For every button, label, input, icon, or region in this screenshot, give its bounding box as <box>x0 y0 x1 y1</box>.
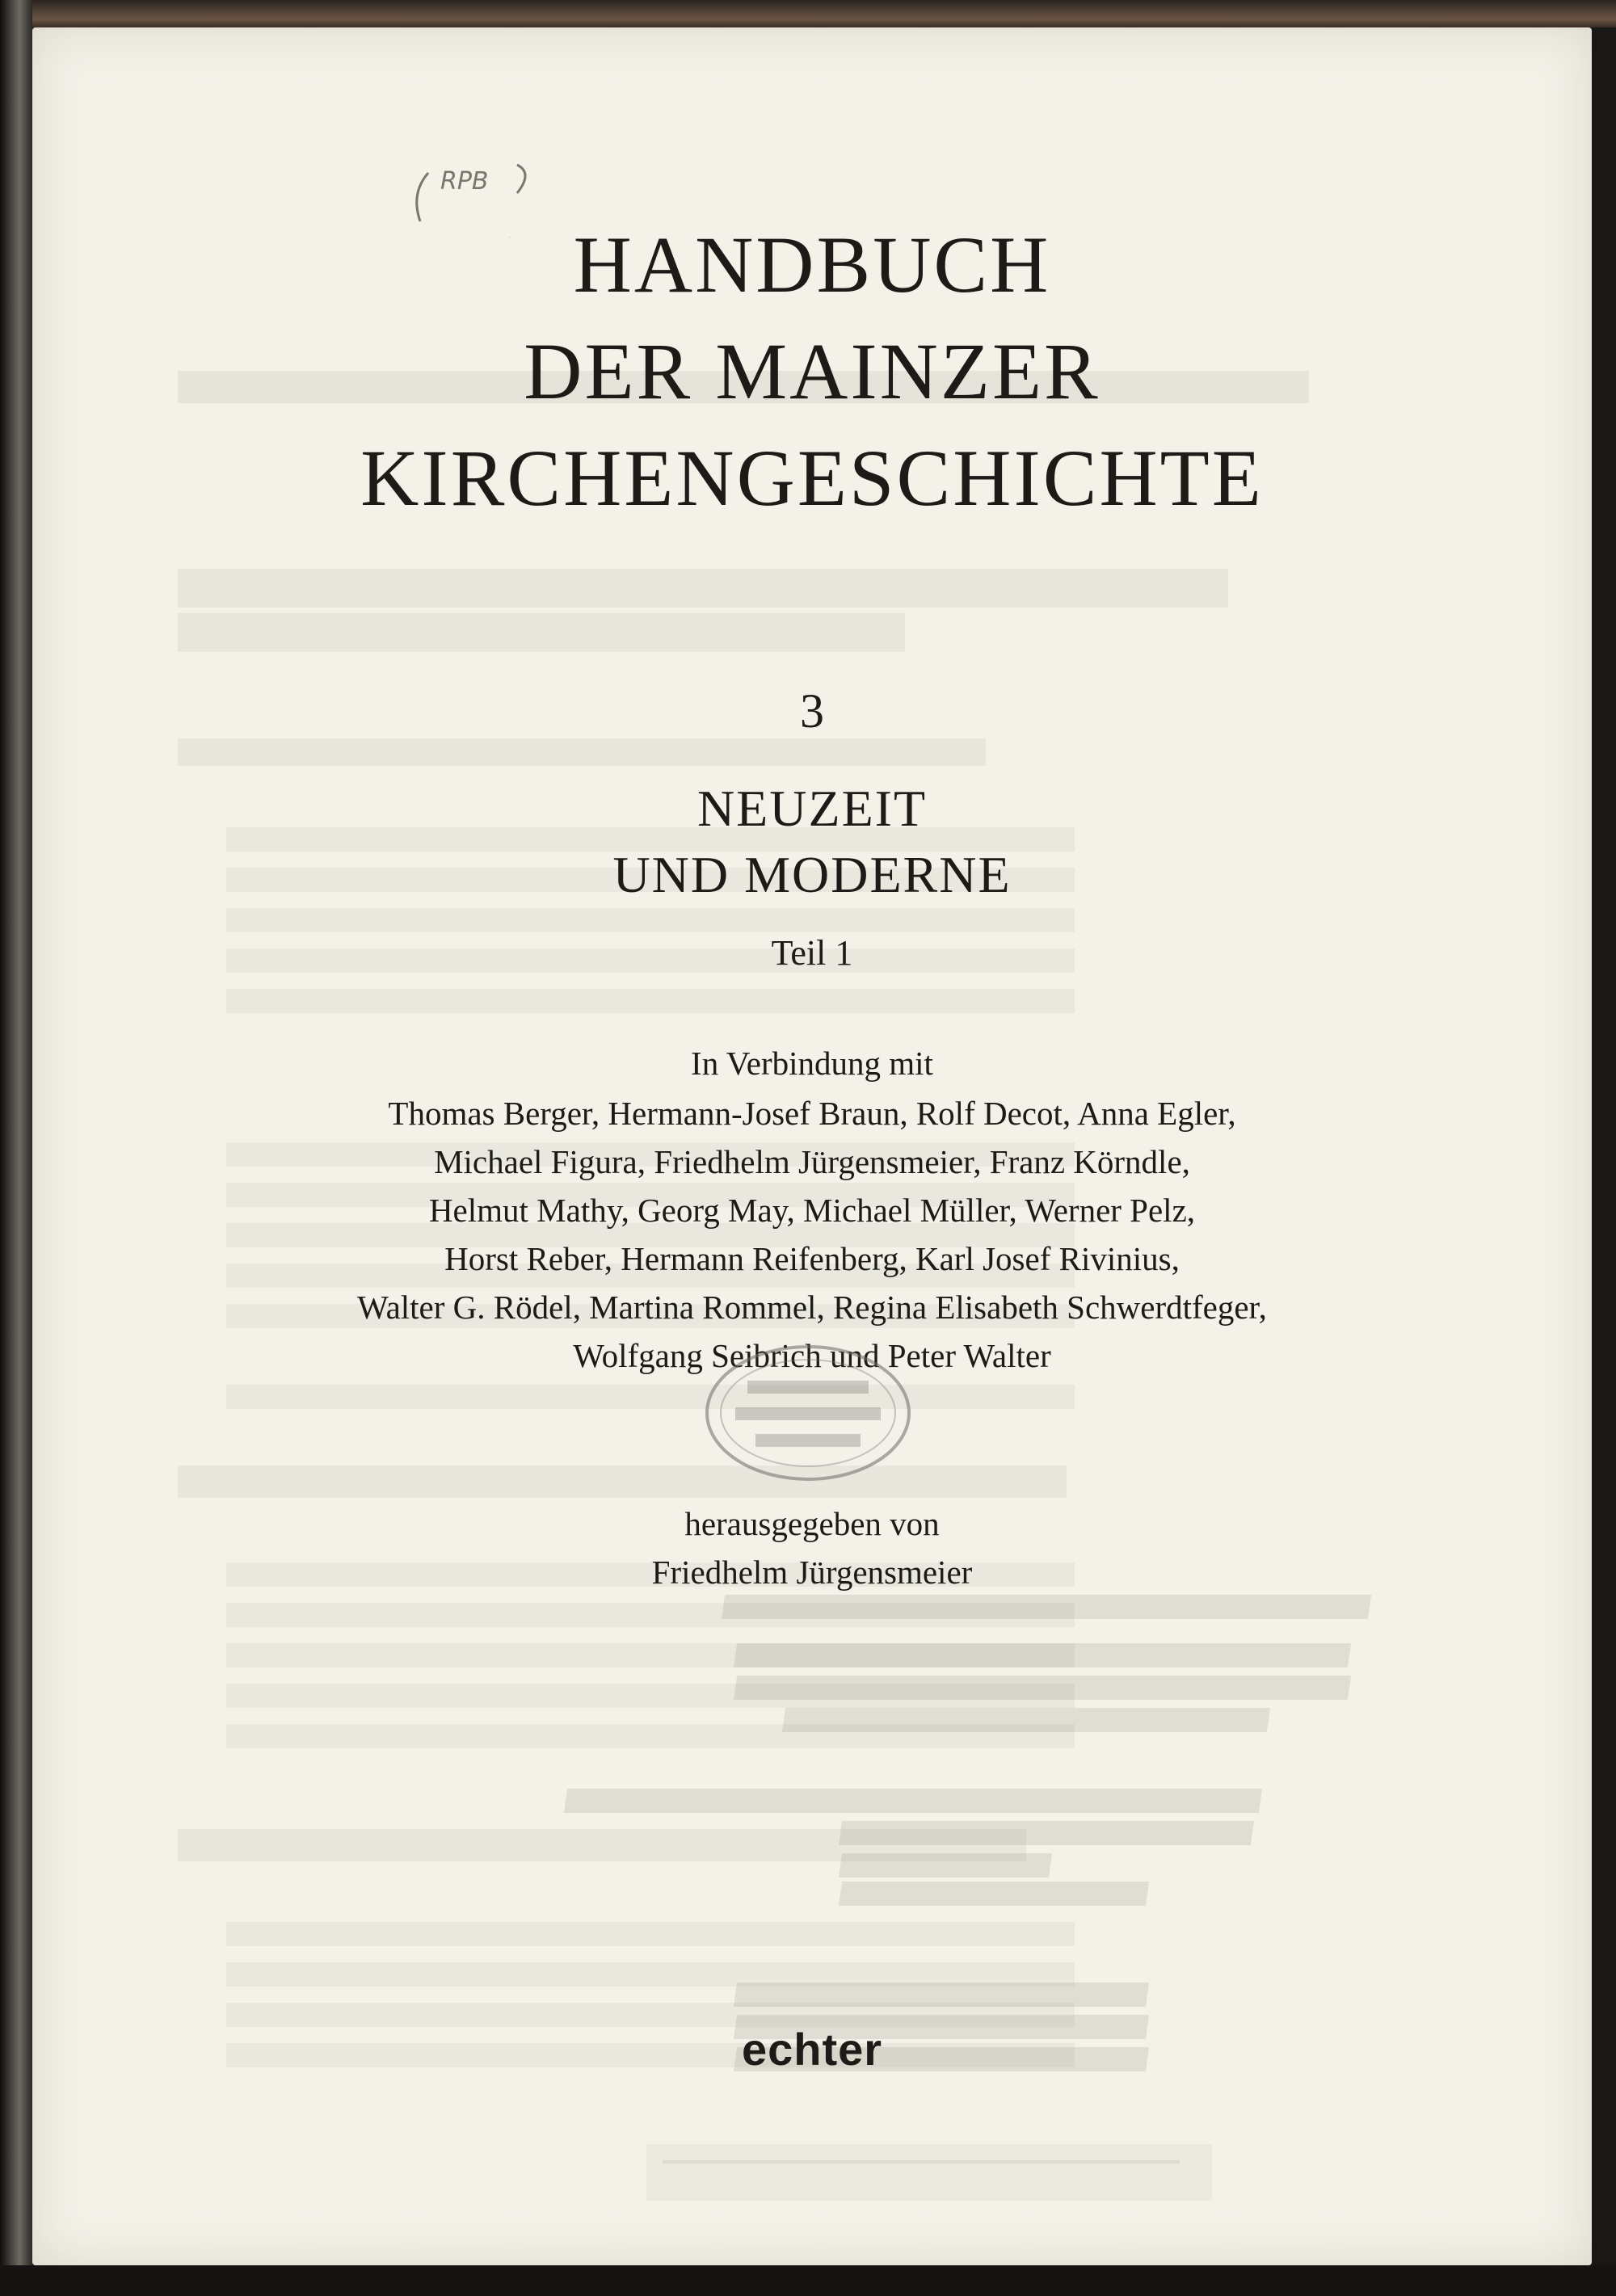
collaborators-line: Thomas Berger, Hermann-Josef Braun, Rolf Decot, Anna Egler, <box>388 1095 1236 1132</box>
publisher-logo: echter <box>741 2024 883 2075</box>
book-spine-edge <box>0 0 32 2296</box>
collaborators-line: Wolfgang Seibrich und Peter Walter <box>573 1337 1051 1374</box>
collaborators-line: Helmut Mathy, Georg May, Michael Müller, Werner Pelz, <box>428 1192 1196 1229</box>
title-page <box>32 27 1592 2265</box>
editor-label: herausgegeben von <box>684 1505 940 1542</box>
scan-bottom-edge <box>0 2265 1616 2296</box>
book-top-edge <box>0 0 1616 27</box>
collaborators-line: Michael Figura, Friedhelm Jürgensmeier, Franz Körndle, <box>434 1143 1190 1180</box>
library-stamp <box>699 1336 917 1490</box>
collaborators-intro: In Verbindung mit <box>691 1045 933 1082</box>
editor-name: Friedhelm Jürgensmeier <box>651 1554 973 1591</box>
volume-part: Teil 1 <box>771 933 853 973</box>
volume-subtitle-line-1: NEUZEIT <box>696 780 928 837</box>
title-line-3: KIRCHENGESCHICHTE <box>360 433 1264 523</box>
volume-number: 3 <box>800 684 824 738</box>
title-line-1: HANDBUCH <box>573 220 1051 309</box>
volume-subtitle-line-2: UND MODERNE <box>612 846 1012 903</box>
collaborators-line: Walter G. Rödel, Martina Rommel, Regina Elisabeth Schwerdtfeger, <box>357 1289 1267 1326</box>
pencil-annotation-text: RPB <box>440 167 489 196</box>
title-line-2: DER MAINZER <box>524 326 1100 416</box>
collaborators-line: Horst Reber, Hermann Reifenberg, Karl Josef Rivinius, <box>444 1240 1180 1277</box>
